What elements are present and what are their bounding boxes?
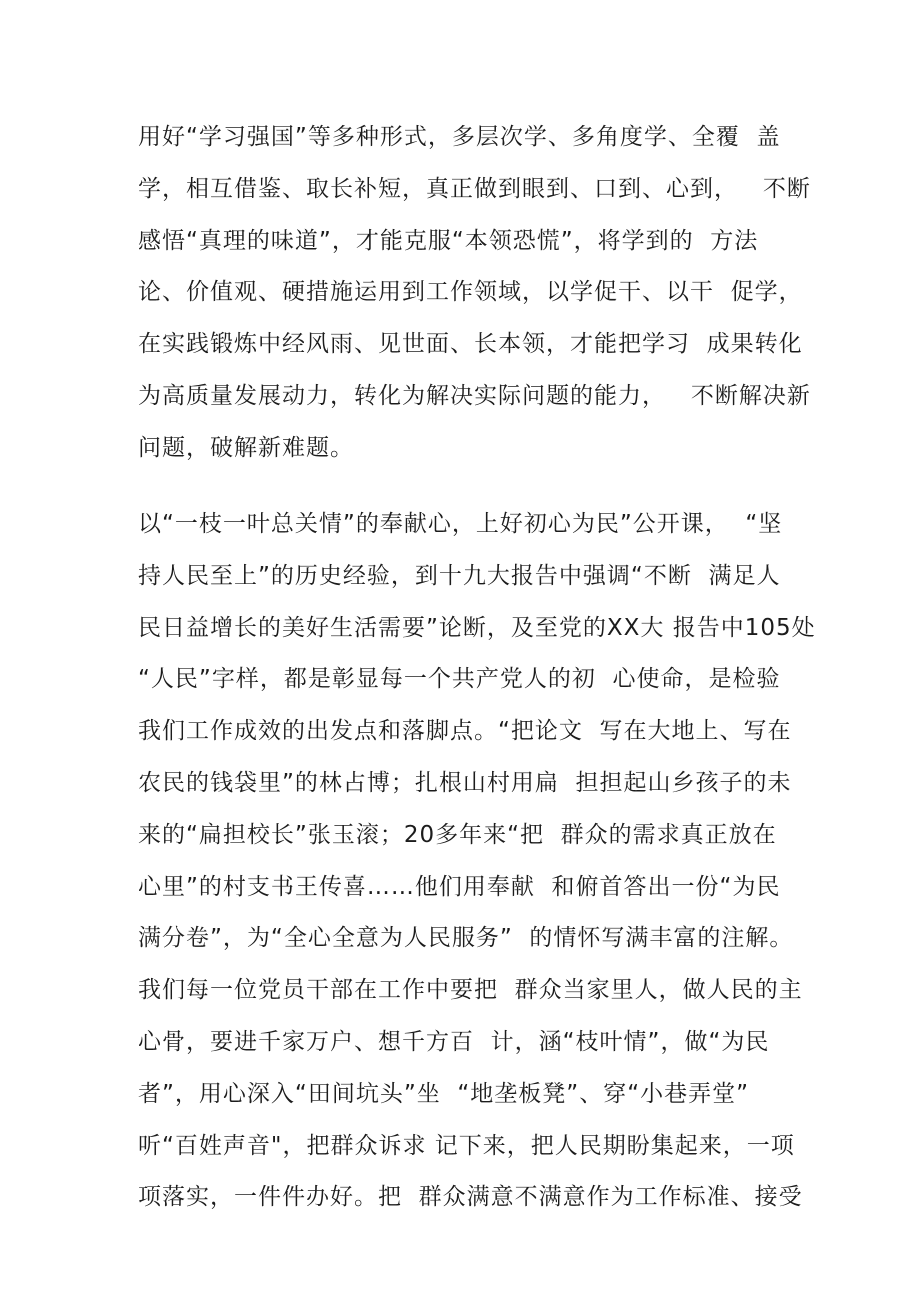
text-line: 满分卷”，为“全心全意为人民服务” 的情怀写满丰富的注解。 [138, 925, 794, 952]
text-line: 心里”的村支书王传喜……他们用奉献 和俯首答出一份“为民 [138, 873, 781, 900]
text-line: 在实践锻炼中经风雨、见世面、长本领，才能把学习 成果转化 [138, 331, 803, 358]
text-line: “人民”字样，都是彰显每一个共产党人的初 心使命，是检验 [138, 666, 781, 693]
text-line: 持人民至上”的历史经验，到十九大报告中强调“不断 满足人 [138, 562, 781, 589]
text-line: 论、价值观、硬措施运用到工作领域，以学促干、以干 促学， [138, 279, 803, 306]
paragraph-study [138, 118, 818, 481]
text-line: 听“百姓声音"，把群众诉求 记下来，把人民期盼集起来，一项 [138, 1132, 795, 1159]
text-line: 者”，用心深入“田间坑头”坐 “地垄板凳”、穿“小巷弄堂” [138, 1080, 750, 1107]
text-line: 民日益增长的美好生活需要”论断，及至党的XX大 报告中105处 [138, 614, 816, 641]
text-line: 感悟“真理的味道”，才能克服“本领恐慌”，将学到的 方法 [138, 227, 759, 254]
text-line: 我们每一位党员干部在工作中要把 群众当家里人，做人民的主 [138, 977, 803, 1004]
text-line: 以“一枝一叶总关情”的奉献心，上好初心为民”公开课， “坚 [138, 511, 783, 537]
text-line: 用好“学习强国”等多种形式，多层次学、多角度学、全覆 盖 [138, 124, 781, 150]
text-line: 来的“扁担校长”张玉滚；20多年来“把 群众的需求真正放在 [138, 821, 777, 848]
text-line: 心骨，要进千家万户、想千方百 计，涵“枝叶情”，做“为民 [138, 1028, 770, 1055]
paragraph-people [138, 505, 818, 1230]
text-line: 项落实，一件件办好。把 群众满意不满意作为工作标准、接受 [138, 1184, 803, 1211]
text-line: 问题，破解新难题。 [138, 434, 354, 461]
text-line: 学，相互借鉴、取长补短，真正做到眼到、口到、心到， 不断 [138, 175, 811, 202]
text-line: 为高质量发展动力，转化为解决实际问题的能力， 不断解决新 [138, 382, 811, 409]
text-line: 我们工作成效的出发点和落脚点。“把论文 写在大地上、写在 [138, 718, 792, 745]
text-line: 农民的钱袋里”的林占博；扎根山村用扁 担担起山乡孩子的未 [138, 769, 792, 796]
